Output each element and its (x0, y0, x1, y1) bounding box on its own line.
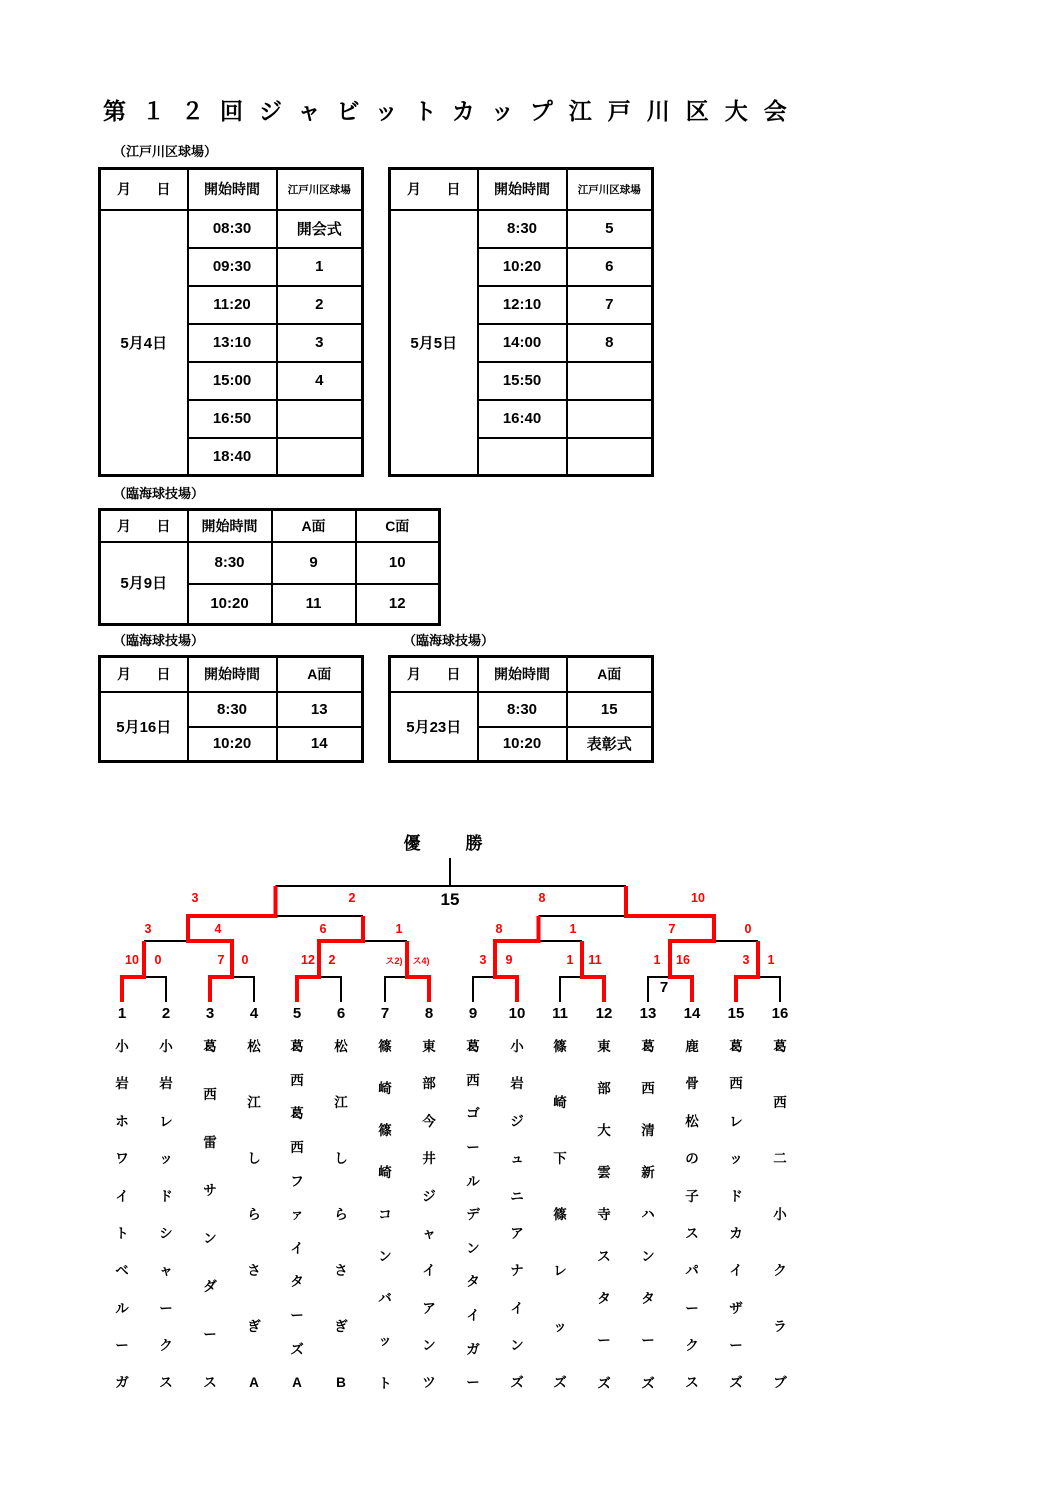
slot-number-11: 11 (552, 1005, 568, 1022)
header-start-time: 開始時間 (478, 657, 567, 692)
slot-number-8: 8 (424, 1005, 434, 1022)
team-name-16: 葛 西 二 小 ク ラ ブ (773, 1039, 787, 1391)
time-cell: 8:30 (478, 692, 567, 727)
r1-m1-score-right: 0 (154, 953, 162, 967)
time-cell: 18:40 (188, 438, 277, 476)
slot-number-12: 12 (595, 1005, 613, 1022)
page-title: 第１２回ジャビットカップ江戸川区大会 (103, 98, 803, 124)
sf1-score-right: 2 (348, 891, 356, 905)
r1-m2-score-right: 0 (241, 953, 249, 967)
header-start-time: 開始時間 (478, 169, 567, 210)
slot-number-16: 16 (771, 1005, 789, 1022)
slot-number-6: 6 (336, 1005, 346, 1022)
time-cell: 10:20 (188, 584, 272, 625)
time-cell: 15:50 (478, 362, 567, 400)
venue-label-edogawa: （江戸川区球場） (113, 144, 218, 159)
slot-number-2: 2 (161, 1005, 171, 1022)
team-name-2: 小 岩 レ ッ ド シ ャ ー ク ス (159, 1039, 173, 1391)
time-cell: 10:20 (188, 727, 277, 762)
time-cell: 16:50 (188, 400, 277, 438)
r1-m8-score-right: 1 (767, 953, 775, 967)
qf3-score-left: 8 (495, 922, 503, 936)
slot-number-3: 3 (205, 1005, 215, 1022)
r1-m7-score-right: 16 (676, 953, 690, 967)
slot-number-7: 7 (380, 1005, 390, 1022)
game-cell: 8 (567, 324, 653, 362)
schedule-table-may23 (388, 655, 654, 763)
game-cell: 3 (277, 324, 363, 362)
r1-m1-score-left: 10 (125, 953, 139, 967)
r1-m8-score-left: 3 (742, 953, 750, 967)
r1-m4-score-right: ス4) (412, 956, 430, 966)
team-name-7: 篠 崎 篠 崎 コ ン バ ッ ト (378, 1039, 392, 1391)
r1-m7-score-left: 1 (653, 953, 661, 967)
slot-number-1: 1 (117, 1005, 127, 1022)
sf2-score-right: 10 (691, 891, 705, 905)
game-cell: 開会式 (277, 210, 363, 248)
sf1-score-left: 3 (191, 891, 199, 905)
team-name-11: 篠 崎 下 篠 レ ッ ズ (553, 1039, 567, 1391)
game-cell: 表彰式 (567, 727, 653, 762)
team-name-8: 東 部 今 井 ジ ャ イ ア ン ツ (422, 1039, 436, 1391)
time-cell: 12:10 (478, 286, 567, 324)
date-cell: 5月4日 (100, 210, 188, 476)
qf2-score-left: 6 (319, 922, 327, 936)
time-cell: 11:20 (188, 286, 277, 324)
qf3-score-right: 1 (569, 922, 577, 936)
header-month-day: 月 日 (390, 169, 478, 210)
team-name-13: 葛 西 清 新 ハ ン タ ー ズ (641, 1039, 655, 1391)
slot-number-13: 13 (639, 1005, 657, 1022)
r1-m5-score-left: 3 (479, 953, 487, 967)
game-cell (567, 400, 653, 438)
game-cell (567, 362, 653, 400)
game-cell: 9 (272, 542, 356, 584)
date-cell: 5月23日 (390, 692, 478, 762)
team-name-12: 東 部 大 雲 寺 ス タ ー ズ (597, 1039, 611, 1391)
qf4-score-right: 0 (744, 922, 752, 936)
date-cell: 5月16日 (100, 692, 188, 762)
team-name-15: 葛 西 レ ッ ド カ イ ザ ー ズ (729, 1039, 743, 1391)
r1-m3-score-right: 2 (328, 953, 336, 967)
schedule-table-may4 (98, 167, 364, 477)
venue-label-rinkai-1: （臨海球技場） (113, 486, 205, 501)
qf4-score-left: 7 (668, 922, 676, 936)
slot-number-9: 9 (468, 1005, 478, 1022)
time-cell: 16:40 (478, 400, 567, 438)
time-cell: 08:30 (188, 210, 277, 248)
header-field-a: A面 (272, 510, 356, 542)
header-month-day: 月 日 (100, 657, 188, 692)
header-field-c: C面 (356, 510, 440, 542)
header-month-day: 月 日 (100, 510, 188, 542)
game-cell: 4 (277, 362, 363, 400)
game-cell: 1 (277, 248, 363, 286)
header-start-time: 開始時間 (188, 169, 277, 210)
game-cell: 12 (356, 584, 440, 625)
qf1-score-left: 3 (144, 922, 152, 936)
schedule-table-may5 (388, 167, 654, 477)
game-cell: 13 (277, 692, 363, 727)
slot-number-15: 15 (727, 1005, 745, 1022)
team-name-1: 小 岩 ホ ワ イ ト ベ ル ー ガ (115, 1039, 129, 1391)
final-game-number: 15 (440, 890, 460, 909)
team-name-14: 鹿 骨 松 の 子 ス パ ー ク ス (685, 1039, 699, 1391)
time-cell: 14:00 (478, 324, 567, 362)
slot-number-5: 5 (292, 1005, 302, 1022)
game-cell (567, 438, 653, 476)
slot-number-10: 10 (508, 1005, 526, 1022)
team-name-6: 松 江 し ら さ ぎ B (334, 1039, 348, 1391)
game-cell: 6 (567, 248, 653, 286)
game-cell: 10 (356, 542, 440, 584)
r1-m6-score-left: 1 (566, 953, 574, 967)
time-cell: 8:30 (188, 542, 272, 584)
team-name-10: 小 岩 ジ ュ ニ ア ナ イ ン ズ (510, 1039, 524, 1391)
header-field: 江戸川区球場 (277, 169, 363, 210)
header-field: 江戸川区球場 (567, 169, 653, 210)
r1-m2-score-left: 7 (217, 953, 225, 967)
bracket-black-lines (144, 858, 780, 1002)
game-cell (277, 400, 363, 438)
team-name-4: 松 江 し ら さ ぎ A (247, 1039, 261, 1391)
date-cell: 5月9日 (100, 542, 188, 625)
header-field-a: A面 (567, 657, 653, 692)
time-cell: 10:20 (478, 248, 567, 286)
game-cell: 7 (567, 286, 653, 324)
r1-m6-score-right: 11 (588, 953, 602, 967)
header-month-day: 月 日 (390, 657, 478, 692)
time-cell (478, 438, 567, 476)
qf1-score-right: 4 (214, 922, 222, 936)
game-cell: 2 (277, 286, 363, 324)
r1-m3-score-left: 12 (301, 953, 315, 967)
venue-label-rinkai-3: （臨海球技場） (403, 633, 495, 648)
r1-m4-score-left: ス2) (385, 956, 403, 966)
qf2-score-right: 1 (395, 922, 403, 936)
game-cell (277, 438, 363, 476)
time-cell: 8:30 (188, 692, 277, 727)
team-name-3: 葛 西 雷 サ ン ダ ー ス (203, 1039, 217, 1391)
time-cell: 10:20 (478, 727, 567, 762)
date-cell: 5月5日 (390, 210, 478, 476)
time-cell: 09:30 (188, 248, 277, 286)
schedule-table-may9 (98, 508, 441, 626)
champion-label: 優 勝 (403, 834, 497, 853)
time-cell: 15:00 (188, 362, 277, 400)
game-cell: 14 (277, 727, 363, 762)
r1-m5-score-right: 9 (505, 953, 513, 967)
header-month-day: 月 日 (100, 169, 188, 210)
slot-number-4: 4 (249, 1005, 259, 1022)
header-start-time: 開始時間 (188, 657, 277, 692)
team-name-5: 葛 西 葛 西 フ ァ イ タ ー ズ A (290, 1039, 304, 1391)
slot-number-14: 14 (683, 1005, 701, 1022)
match13-14-game-number: 7 (659, 979, 669, 996)
game-cell: 11 (272, 584, 356, 625)
header-field-a: A面 (277, 657, 363, 692)
sf2-score-left: 8 (538, 891, 546, 905)
team-name-9: 葛 西 ゴ ー ル デ ン タ イ ガ ー (466, 1039, 480, 1391)
time-cell: 13:10 (188, 324, 277, 362)
game-cell: 5 (567, 210, 653, 248)
time-cell: 8:30 (478, 210, 567, 248)
header-start-time: 開始時間 (188, 510, 272, 542)
game-cell: 15 (567, 692, 653, 727)
venue-label-rinkai-2: （臨海球技場） (113, 633, 205, 648)
schedule-table-may16 (98, 655, 364, 763)
